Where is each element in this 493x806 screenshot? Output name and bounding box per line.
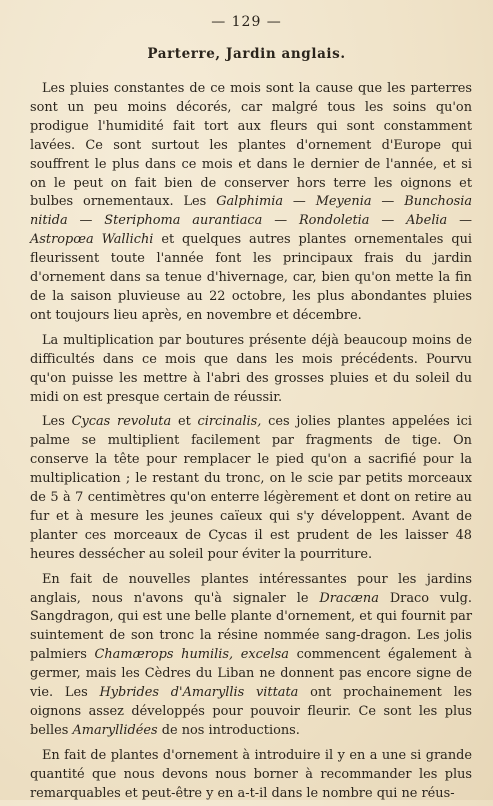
text-run: ces jolies plantes appelées ici palme se multiplient facilement par fragments de tige. On conserve la tête pour remplacer le pied qu'on a sacrifié pour la multiplication ; le restant du tronc, on le scie par petits morceaux de 5 à 7 centimètres qu'on enterre légèrement et dont on retire au fur et à mesure les jeunes caïeux qui s'y développent. Avant de planter ces morceaux de Cycas il est prudent de les laisser 48 heures dessécher au soleil pour éviter la pourriture. xyxy=(30,414,473,562)
text-run: et xyxy=(171,414,198,430)
text-run: La multiplication par boutures présente déjà beaucoup moins de difficultés dans ce mois que dans les mois précédents. Pourvu qu'on puisse les mettre à l'abri des grosses pluies et du soleil du midi on est presque certain de réussir. xyxy=(30,332,472,405)
italic-term: circinalis, xyxy=(197,414,262,430)
text-run: Draco vulg. Sangdragon, qui est une belle plante d'ornement, et qui fournit par suintement de son tronc la résine nommée sang-dragon. Les jolis palmiers xyxy=(30,590,472,663)
section-title: Parterre, Jardin anglais. xyxy=(147,46,346,62)
text-run: Les pluies constantes de ce mois sont la cause que les parterres sont un peu moins décorés, car malgré tous les soins qu'on prodigue l'humidité fait tort aux fleurs qui sont constamment lavées. Ce sont surtout les plantes d'ornement d'Europe qui souffrent le plus dans ce mois et dans le dernier de l'année, et si on le peut on fait bien de conserver hors terre les oignons et bulbes ornementaux. Les xyxy=(30,81,472,210)
italic-term: Steriphoma aurantiaca xyxy=(104,213,263,229)
italic-term: Astropœa Wallichi xyxy=(30,232,154,248)
paragraph xyxy=(30,747,472,804)
text-run: En fait de plantes d'ornement à introduire il y en a une si grande quantité que nous devons nous borner à recommander les plus remarquables et peut-être y en a-t-il dans le nombre qui ne réus- xyxy=(30,747,472,801)
italic-term: Dracæna xyxy=(319,590,379,606)
text-run: — xyxy=(283,194,316,210)
text-run: — xyxy=(369,213,407,229)
italic-term: Cycas revoluta xyxy=(71,414,172,430)
text-run: et quelques autres plantes ornementales qui fleurissent toute l'année font les principaux frais du jardin d'ornement dans sa tenue d'hivernage, car, bien qu'on mette la fin de la saison pluvieuse au 22 octobre, les plus abondantes pluies ont toujours lieu après, en novembre et décembre. xyxy=(30,232,472,323)
text-run: — xyxy=(67,213,105,229)
italic-term: Chamærops humilis, excelsa xyxy=(94,647,289,663)
italic-term: Bunchosia nitida xyxy=(30,194,473,229)
body-text xyxy=(30,80,472,806)
text-run: — xyxy=(447,213,473,229)
text-run: de nos introductions. xyxy=(157,722,300,738)
text-run: ont prochainement les oignons assez développés pour pouvoir fleurir. Ce sont les plus belles xyxy=(30,685,472,738)
page-number: — 129 — xyxy=(211,14,282,30)
paragraph xyxy=(30,80,472,326)
text-run: Les xyxy=(42,414,72,430)
italic-term: Amaryllidées xyxy=(72,722,158,738)
paragraph xyxy=(30,413,472,564)
italic-term: Hybrides d'Amaryllis vittata xyxy=(99,685,299,701)
text-run: commencent également à germer, mais les Cèdres du Liban ne donnent pas encore signe de vie. Les xyxy=(30,647,472,701)
text-run: — xyxy=(371,194,405,210)
italic-term: Galphimia xyxy=(216,194,284,210)
paragraph xyxy=(30,332,472,408)
italic-term: Rondoletia xyxy=(298,213,370,229)
text-run: En fait de nouvelles plantes intéressantes pour les jardins anglais, nous n'avons qu'à signaler le xyxy=(30,571,472,606)
italic-term: Meyenia xyxy=(315,194,372,210)
paragraph xyxy=(30,571,472,741)
text-run: — xyxy=(262,213,299,229)
italic-term: Abelia xyxy=(406,213,448,229)
